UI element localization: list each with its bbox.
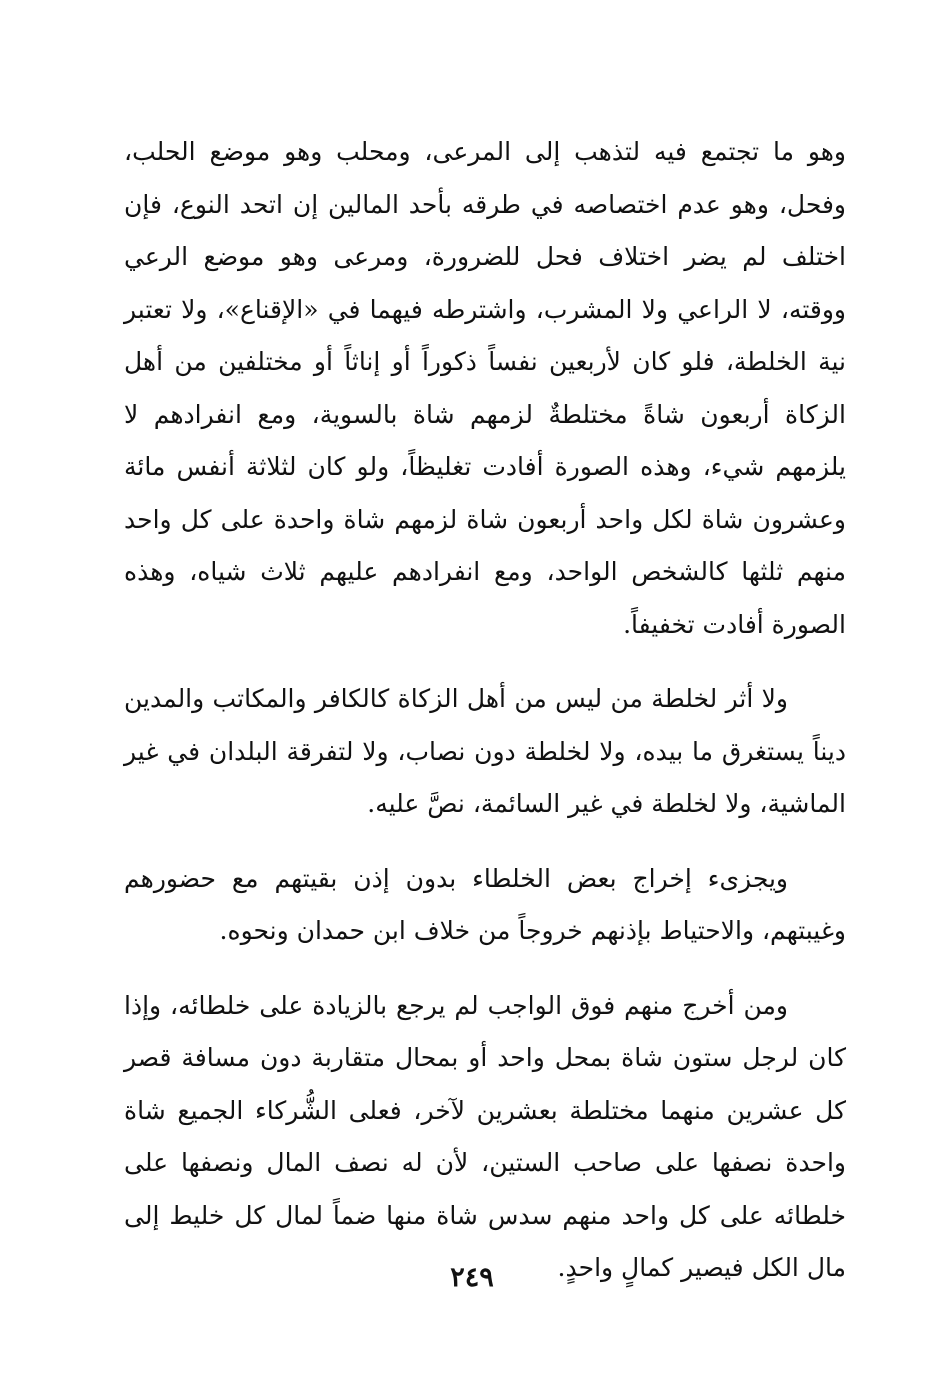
page-body (124, 126, 846, 1295)
paragraph-3: ويجزىء إخراج بعض الخلطاء بدون إذن بقيتهم مع حضورهم وغيبتهم، والاحتياط بإذنهم خروجاً من خلاف ابن حمدان ونحوه. (124, 863, 846, 945)
page-number: ٢٤٩ (450, 1262, 494, 1293)
paragraph-1: وهو ما تجتمع فيه لتذهب إلى المرعى، ومحلب وهو موضع الحلب، وفحل، وهو عدم اختصاصه في طرقه بأحد المالين إن اتحد النوع، فإن اختلف لم يضر اختلاف فحل للضرورة، ومرعى وهو موضع الرعي ووقته، لا الراعي ولا المشرب، واشترطه فيهما في «الإقناع»، ولا تعتبر نية الخلطة، فلو كان لأربعين نفساً ذكوراً أو إناثاً أو مختلفين من أهل الزكاة أربعون شاةً مختلطةٌ لزمهم شاة بالسوية، ومع انفرادهم لا يلزمهم شيء، وهذه الصورة أفادت تغليظاً، ولو كان لثلاثة أنفس مائة وعشرون شاة لكل واحد أربعون شاة لزمهم شاة واحدة على كل واحد منهم ثلثها كالشخص الواحد، ومع انفرادهم عليهم ثلاث شياه، وهذه الصورة أفادت تخفيفاً. (124, 137, 846, 639)
paragraph-4: ومن أخرج منهم فوق الواجب لم يرجع بالزيادة على خلطائه، وإذا كان لرجل ستون شاة بمحل واحد أو بمحال متقاربة دون مسافة قصر كل عشرين منهما مختلطة بعشرين لآخر، فعلى الشُّركاء الجميع شاة واحدة نصفها على صاحب الستين، لأن له نصف المال ونصفها على خلطائه على كل واحد منهم سدس شاة منها ضماً لمال كل خليط إلى مال الكل فيصير كمالٍ واحدٍ. (124, 990, 846, 1282)
paragraph-2: ولا أثر لخلطة من ليس من أهل الزكاة كالكافر والمكاتب والمدين ديناً يستغرق ما بيده، ولا لخلطة دون نصاب، ولا لتفرقة البلدان في غير الماشية، ولا لخلطة في غير السائمة، نصَّ عليه. (124, 684, 846, 818)
